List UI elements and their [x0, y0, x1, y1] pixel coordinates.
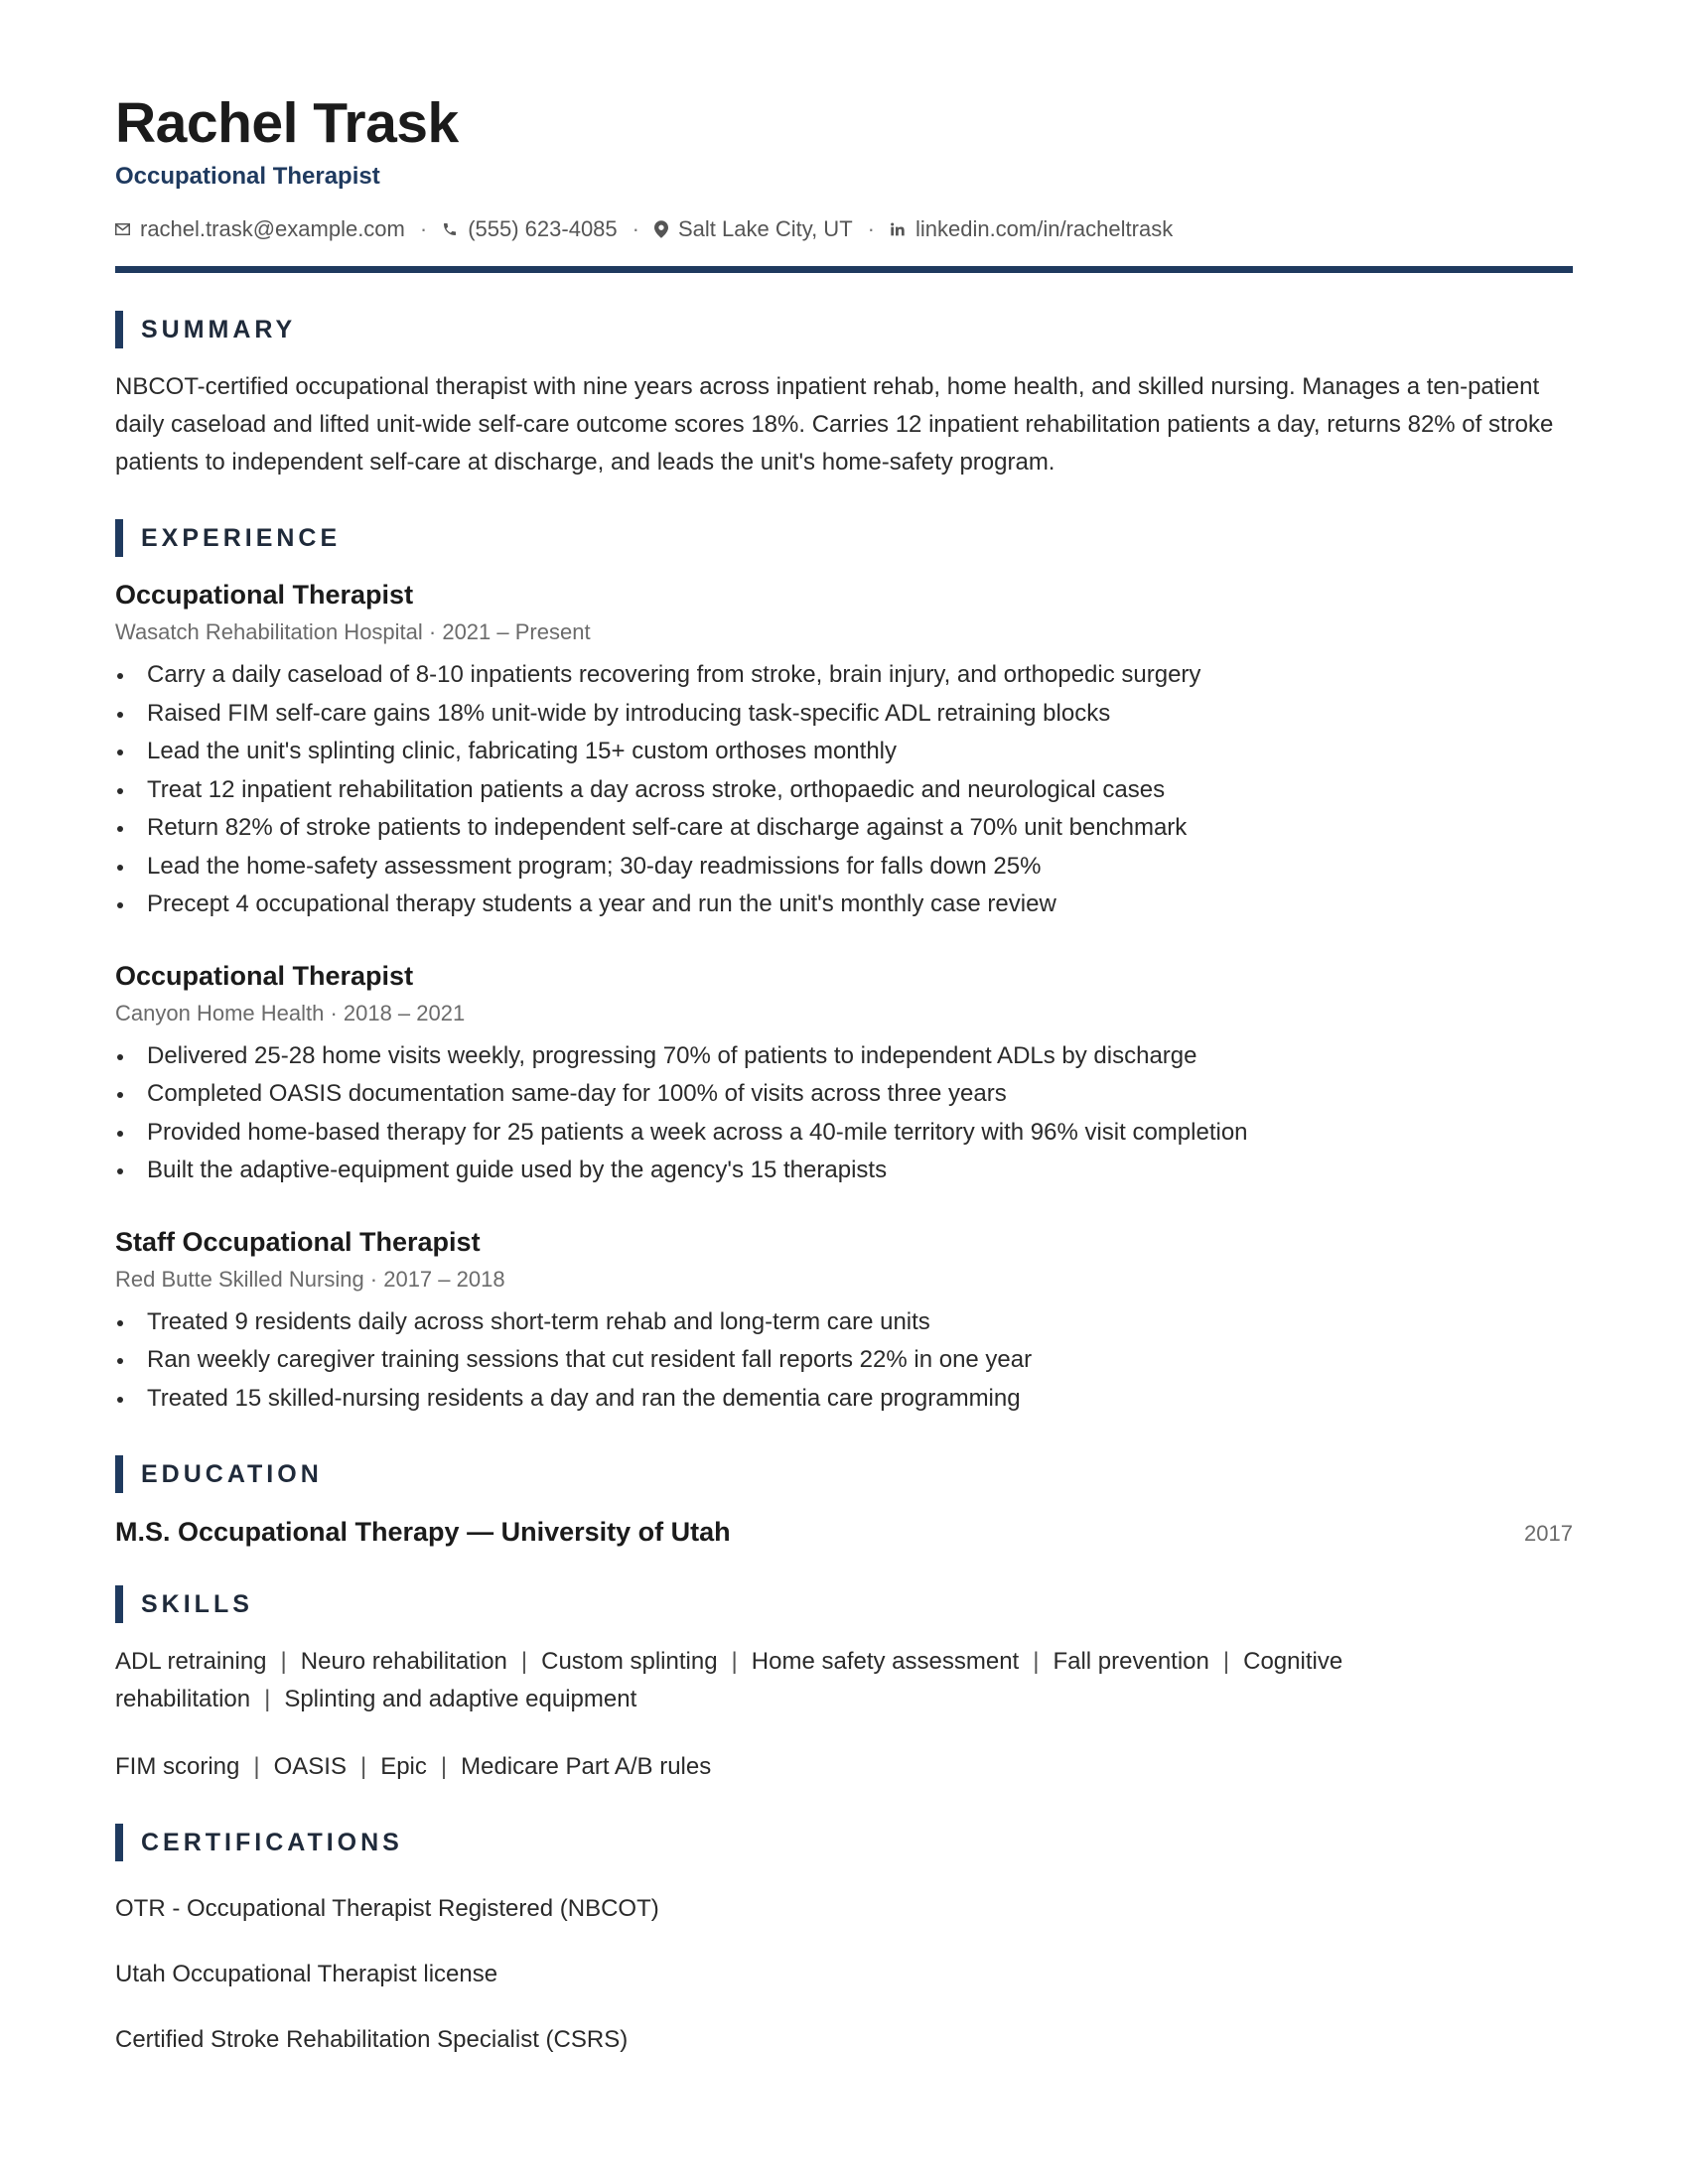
linkedin-icon [890, 221, 906, 237]
section-accent-bar [115, 1455, 123, 1493]
bullet-item: Raised FIM self-care gains 18% unit-wide by introducing task-specific ADL retraining blocks [147, 695, 1573, 734]
skill-item: ADL retraining [115, 1648, 267, 1675]
phone-icon [442, 221, 458, 237]
certification-item: Certified Stroke Rehabilitation Specialist (CSRS) [115, 2026, 629, 2053]
contact-phone[interactable] [442, 216, 617, 242]
header-divider [115, 266, 1573, 273]
skill-item: Home safety assessment [751, 1648, 1020, 1675]
skill-separator: | [520, 1648, 528, 1675]
skill-separator: | [264, 1686, 271, 1712]
section-heading [115, 1824, 1573, 1861]
contact-linkedin-text: linkedin.com/in/racheltrask [914, 216, 1174, 241]
section-accent-bar [115, 311, 123, 348]
section-accent-bar [115, 1824, 123, 1861]
job-entry [115, 958, 1573, 1190]
skill-item: OASIS [273, 1753, 347, 1780]
skills-title: SKILLS [141, 1589, 253, 1618]
skill-separator: | [280, 1648, 287, 1675]
summary-title: SUMMARY [141, 315, 297, 343]
bullet-item: Return 82% of stroke patients to independent self-care at discharge against a 70% unit benchmark [147, 809, 1573, 848]
contact-separator: · [632, 216, 639, 241]
certification-item: OTR - Occupational Therapist Registered (NBCOT) [115, 1895, 659, 1922]
job-title: Staff Occupational Therapist [115, 1226, 481, 1257]
bullet-item: Treat 12 inpatient rehabilitation patients a day across stroke, orthopaedic and neurological cases [147, 771, 1573, 810]
contact-linkedin[interactable] [890, 216, 1173, 242]
bullet-item: Lead the home-safety assessment program; 30-day readmissions for falls down 25% [147, 848, 1573, 887]
bullet-item: Treated 15 skilled-nursing residents a day and ran the dementia care programming [147, 1380, 1573, 1419]
bullet-item: Carry a daily caseload of 8-10 inpatients recovering from stroke, brain injury, and orthopedic surgery [147, 656, 1573, 695]
contact-line [115, 216, 1573, 242]
job-bullets [115, 1303, 1573, 1419]
skill-separator: | [359, 1753, 367, 1780]
certification-item: Utah Occupational Therapist license [115, 1961, 498, 1987]
section-accent-bar [115, 519, 123, 557]
resume-header [115, 89, 1573, 273]
section-heading [115, 1585, 1573, 1623]
bullet-item: Precept 4 occupational therapy students a year and run the unit's monthly case review [147, 886, 1573, 924]
section-accent-bar [115, 1585, 123, 1623]
education-section [115, 1455, 1573, 1548]
bullet-item: Treated 9 residents daily across short-term rehab and long-term care units [147, 1303, 1573, 1342]
education-degree: M.S. Occupational Therapy — University of Utah [115, 1517, 731, 1547]
bullet-item: Completed OASIS documentation same-day for 100% of visits across three years [147, 1075, 1573, 1114]
skill-item: Epic [380, 1753, 427, 1780]
contact-location-text: Salt Lake City, UT [677, 216, 853, 241]
contact-email[interactable] [115, 216, 405, 242]
job-entry [115, 1224, 1573, 1419]
job-title: Occupational Therapist [115, 580, 414, 610]
section-heading [115, 519, 1573, 557]
certifications-section [115, 1824, 1573, 2058]
skill-separator: | [731, 1648, 738, 1675]
certifications-title: CERTIFICATIONS [141, 1828, 403, 1856]
skill-separator: | [253, 1753, 260, 1780]
experience-title: EXPERIENCE [141, 523, 342, 552]
section-heading [115, 1455, 1573, 1493]
skills-section [115, 1585, 1573, 1786]
location-pin-icon [654, 220, 668, 238]
mail-icon [115, 223, 130, 235]
contact-email-text: rachel.trask@example.com [140, 216, 405, 241]
education-title: EDUCATION [141, 1459, 323, 1488]
experience-section [115, 519, 1573, 1418]
skill-item: Fall prevention [1053, 1648, 1209, 1675]
contact-location [654, 216, 853, 242]
summary-text: NBCOT-certified occupational therapist with nine years across inpatient rehab, home health, and skilled nursing. Manages a ten-patient daily caseload and lifted unit-wide self-care outcome scores 18%. Carries 12 inpatient rehabilitation patients a day, returns 82% of stroke patients to independent self-care at discharge, and leads the unit's home-safety program. [115, 373, 1554, 476]
skill-item: FIM scoring [115, 1753, 240, 1780]
skill-item: Splinting and adaptive equipment [284, 1686, 637, 1712]
job-entry [115, 577, 1573, 924]
job-meta: Red Butte Skilled Nursing · 2017 – 2018 [115, 1266, 505, 1292]
skills-group [115, 1748, 1573, 1786]
skills-group [115, 1643, 1573, 1718]
skill-separator: | [440, 1753, 448, 1780]
section-heading [115, 311, 1573, 348]
job-bullets [115, 1037, 1573, 1190]
bullet-item: Ran weekly caregiver training sessions that cut resident fall reports 22% in one year [147, 1341, 1573, 1380]
contact-separator: · [419, 216, 428, 241]
contact-phone-text: (555) 623-4085 [468, 216, 618, 241]
job-title: Occupational Therapist [115, 960, 414, 991]
skill-item: Medicare Part A/B rules [461, 1753, 712, 1780]
contact-separator: · [867, 216, 875, 241]
job-bullets [115, 656, 1573, 924]
bullet-item: Provided home-based therapy for 25 patients a week across a 40-mile territory with 96% visit completion [147, 1114, 1573, 1153]
candidate-name: Rachel Trask [115, 91, 459, 155]
summary-section [115, 311, 1573, 481]
skill-item: Cognitive rehabilitation [115, 1648, 1343, 1712]
job-meta: Canyon Home Health · 2018 – 2021 [115, 1000, 466, 1025]
skill-separator: | [1222, 1648, 1230, 1675]
education-entry [115, 1517, 1573, 1548]
bullet-item: Delivered 25-28 home visits weekly, progressing 70% of patients to independent ADLs by discharge [147, 1037, 1573, 1076]
job-meta: Wasatch Rehabilitation Hospital · 2021 – Present [115, 619, 591, 644]
education-year: 2017 [1524, 1521, 1573, 1546]
skill-separator: | [1033, 1648, 1040, 1675]
skill-item: Custom splinting [541, 1648, 718, 1675]
candidate-role: Occupational Therapist [115, 163, 380, 190]
skill-item: Neuro rehabilitation [300, 1648, 507, 1675]
bullet-item: Built the adaptive-equipment guide used by the agency's 15 therapists [147, 1152, 1573, 1190]
bullet-item: Lead the unit's splinting clinic, fabricating 15+ custom orthoses monthly [147, 733, 1573, 771]
